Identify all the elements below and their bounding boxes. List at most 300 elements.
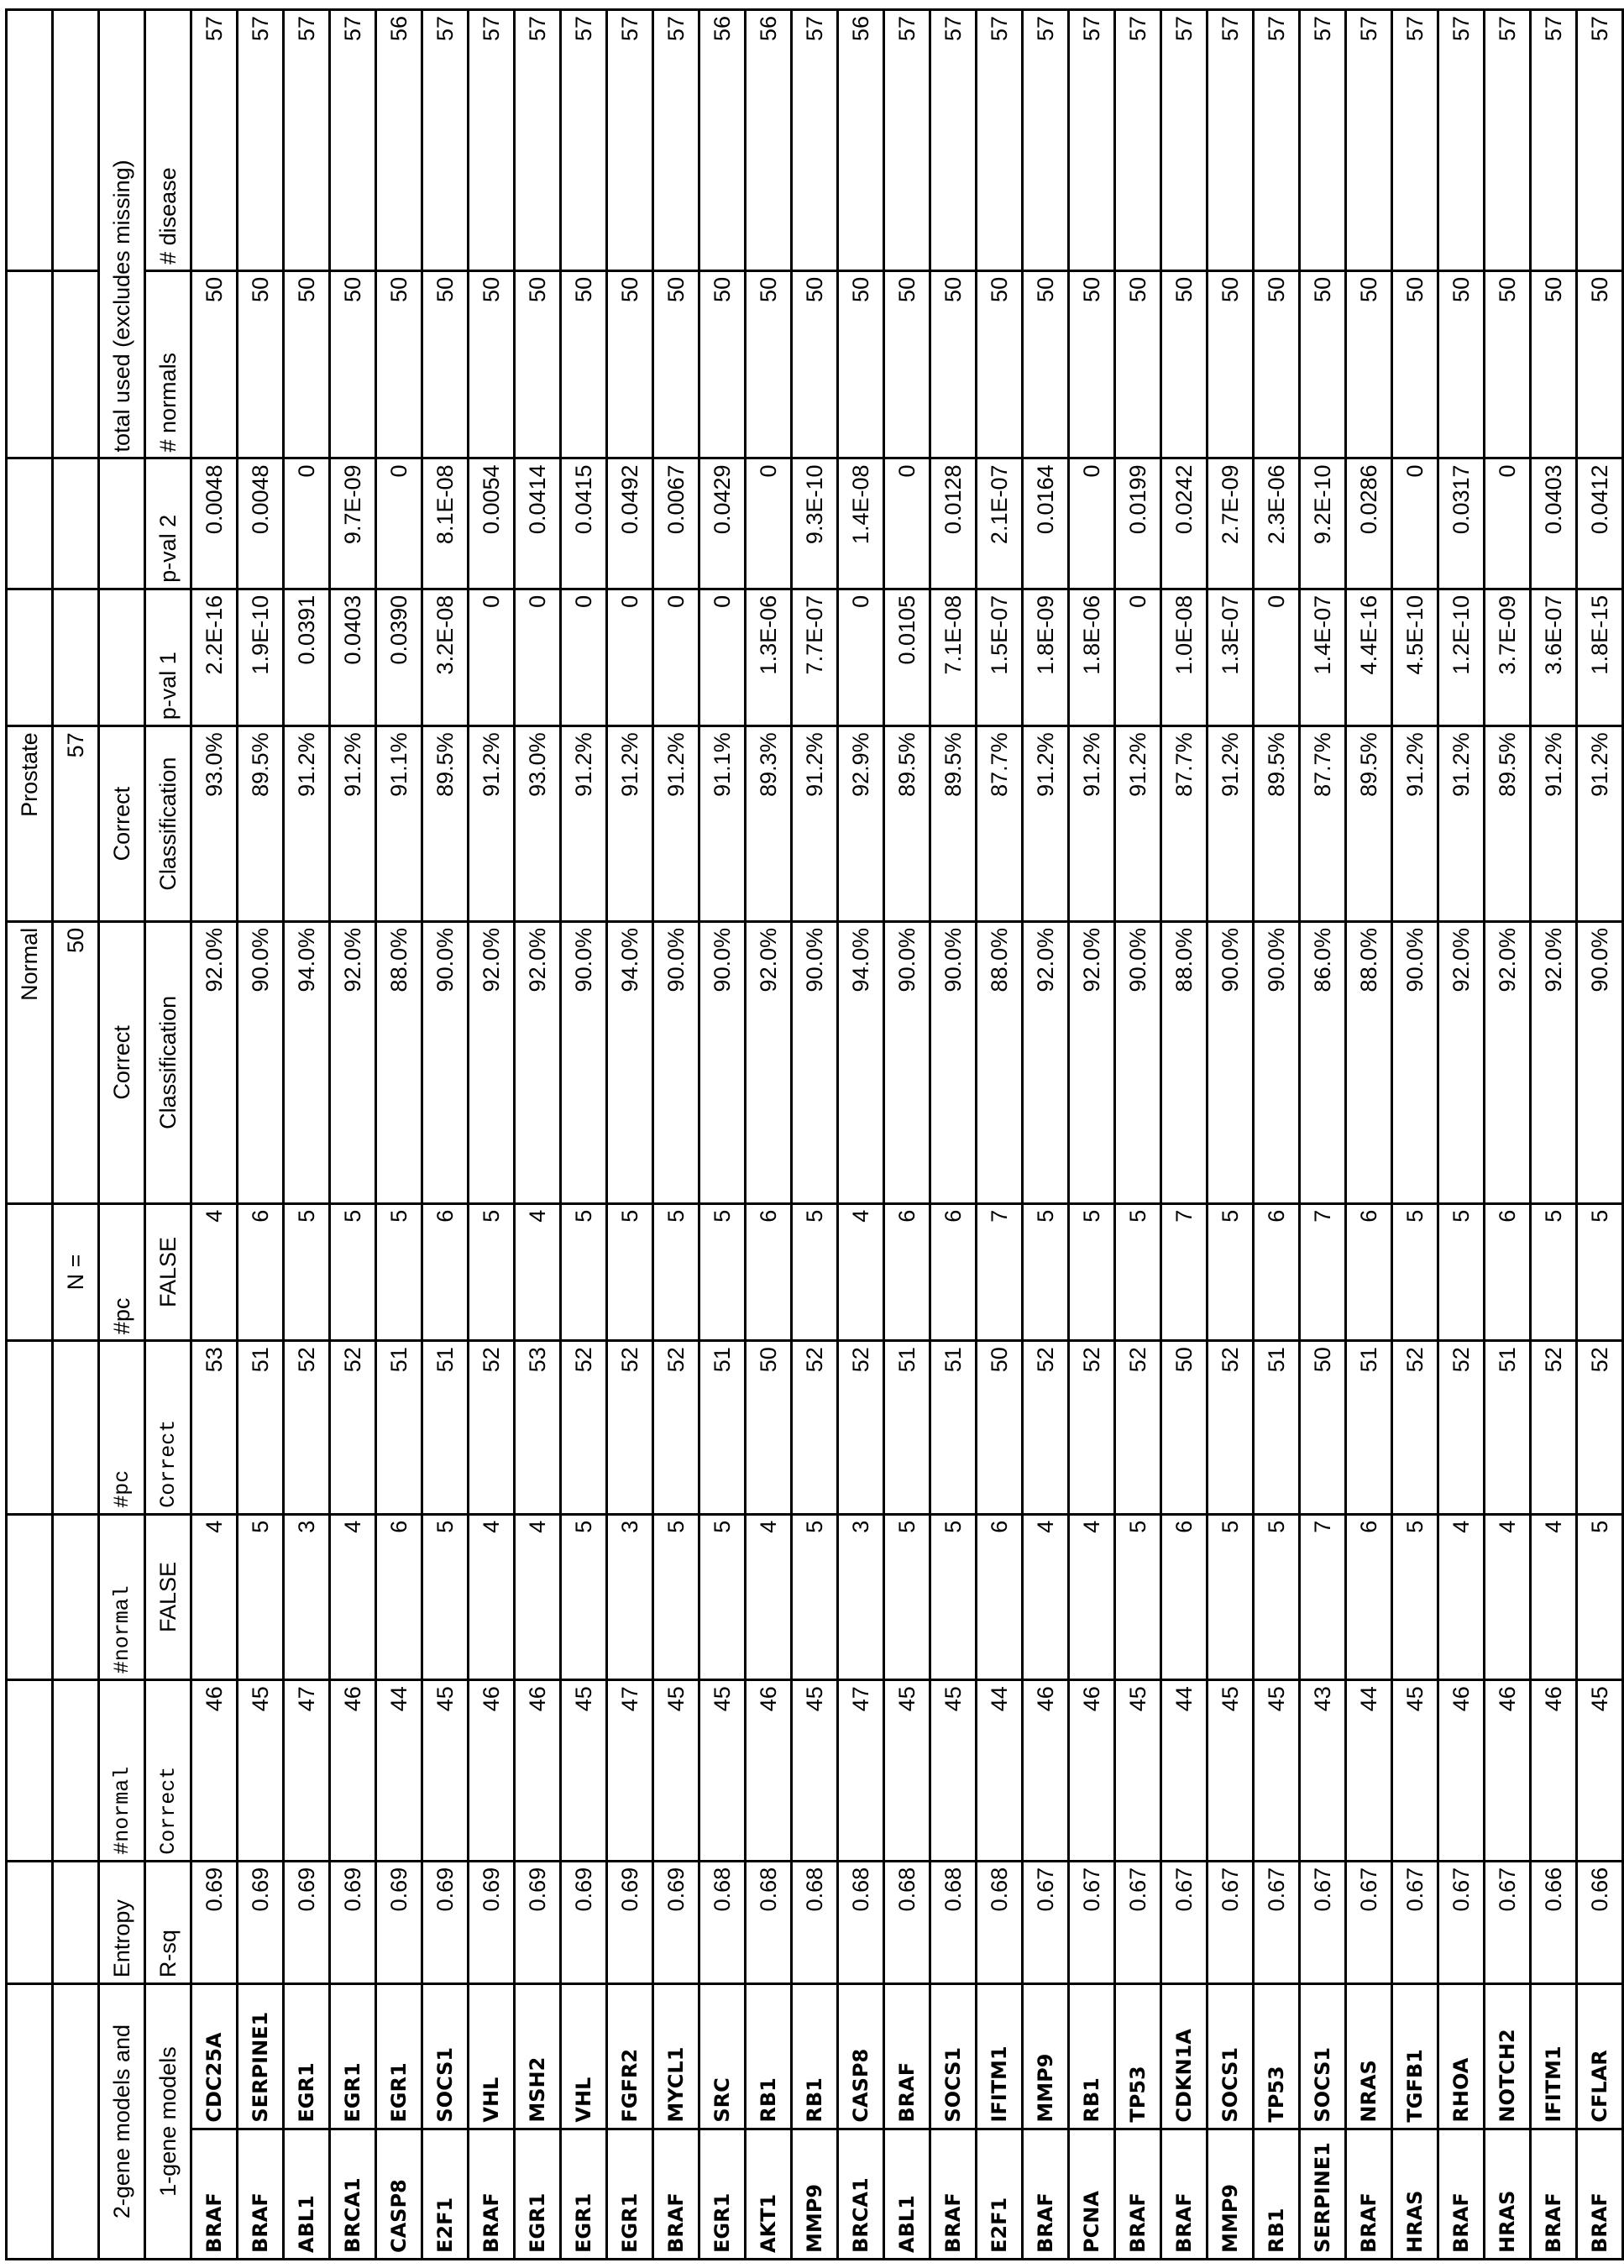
p-val-2-cell: 0.0048 bbox=[238, 458, 284, 589]
gene-2-cell: NOTCH2 bbox=[1485, 1984, 1531, 2129]
total-normals-cell: 50 bbox=[838, 270, 884, 458]
header-row-1 bbox=[7, 10, 53, 2260]
total-disease-cell: 57 bbox=[1069, 10, 1115, 271]
p-val-1-cell: 0.0390 bbox=[376, 589, 422, 725]
p-val-2-cell: 0 bbox=[1392, 458, 1438, 589]
pc-false-cell: 5 bbox=[1208, 1203, 1254, 1340]
gene-1-cell: EGR1 bbox=[515, 2129, 561, 2259]
normal-false-cell: 6 bbox=[977, 1514, 1023, 1680]
total-normals-cell: 50 bbox=[1392, 270, 1438, 458]
normal-false-cell: 5 bbox=[699, 1514, 746, 1680]
p-val-1-cell: 1.2E-10 bbox=[1438, 589, 1485, 725]
entropy-rsq-cell: 0.69 bbox=[376, 1861, 422, 1983]
normal-correct-cell: 46 bbox=[1438, 1680, 1485, 1862]
total-used-label: total used (excludes missing) bbox=[99, 10, 145, 458]
normal-correct-cell: 45 bbox=[1254, 1680, 1300, 1862]
total-disease-cell: 57 bbox=[1161, 10, 1208, 271]
gene-2-cell: SERPINE1 bbox=[238, 1984, 284, 2129]
gene-1-cell: BRCA1 bbox=[330, 2129, 376, 2259]
gene-2-cell: SOCS1 bbox=[930, 1984, 977, 2129]
entropy-rsq-cell: 0.68 bbox=[792, 1861, 838, 1983]
p-val-1-cell: 1.8E-15 bbox=[1577, 589, 1623, 725]
gene-1-cell: BRCA1 bbox=[838, 2129, 884, 2259]
p-val-2-cell: 0.0054 bbox=[469, 458, 515, 589]
normal-false-cell: 4 bbox=[515, 1514, 561, 1680]
total-normals-cell: 50 bbox=[1485, 270, 1531, 458]
total-normals-cell: 50 bbox=[1115, 270, 1161, 458]
gene-2-cell: EGR1 bbox=[330, 1984, 376, 2129]
table-row bbox=[1438, 10, 1485, 2260]
pc-false-cell: 5 bbox=[792, 1203, 838, 1340]
entropy-rsq-cell: 0.68 bbox=[699, 1861, 746, 1983]
normal-correct-cell: 45 bbox=[1115, 1680, 1161, 1862]
normal-false-cell: 4 bbox=[746, 1514, 792, 1680]
normal-correct-cell: 45 bbox=[699, 1680, 746, 1862]
entropy-rsq-cell: 0.67 bbox=[1346, 1861, 1392, 1983]
prostate-correct-classification-cell: 89.5% bbox=[1485, 726, 1531, 922]
gene-2-cell: MMP9 bbox=[1023, 1984, 1069, 2129]
total-disease-cell: 56 bbox=[699, 10, 746, 271]
p-val-2-cell: 0 bbox=[376, 458, 422, 589]
table-row bbox=[515, 10, 561, 2260]
prostate-correct-classification-cell: 91.2% bbox=[607, 726, 653, 922]
entropy-rsq-cell: 0.69 bbox=[238, 1861, 284, 1983]
p-val-2-cell: 9.3E-10 bbox=[792, 458, 838, 589]
table-row bbox=[977, 10, 1023, 2260]
total-disease-cell: 57 bbox=[469, 10, 515, 271]
entropy-rsq-cell: 0.67 bbox=[1115, 1861, 1161, 1983]
p-val-1-cell: 0 bbox=[561, 589, 607, 725]
entropy-rsq-cell: 0.68 bbox=[838, 1861, 884, 1983]
gene-2-cell: VHL bbox=[469, 1984, 515, 2129]
p-val-2-cell: 0.0492 bbox=[607, 458, 653, 589]
pc-false-cell: 6 bbox=[884, 1203, 930, 1340]
p-val-1-cell: 3.2E-08 bbox=[422, 589, 469, 725]
entropy-rsq-cell: 0.67 bbox=[1023, 1861, 1069, 1983]
table-row bbox=[1392, 10, 1438, 2260]
p-val-2-cell: 0 bbox=[284, 458, 330, 589]
normal-correct-cell: 46 bbox=[1531, 1680, 1577, 1862]
normal-correct-classification-cell: 90.0% bbox=[422, 921, 469, 1203]
prostate-label: Prostate bbox=[7, 726, 53, 922]
gene-2-cell: FGFR2 bbox=[607, 1984, 653, 2129]
normal-correct-cell: 45 bbox=[422, 1680, 469, 1862]
total-normals-cell: 50 bbox=[792, 270, 838, 458]
normal-correct-cell: 43 bbox=[1300, 1680, 1346, 1862]
normal-correct-classification-cell: 90.0% bbox=[930, 921, 977, 1203]
p-val-1-cell: 4.4E-16 bbox=[1346, 589, 1392, 725]
normal-correct-classification-cell: 90.0% bbox=[653, 921, 699, 1203]
total-normals-cell: 50 bbox=[469, 270, 515, 458]
total-disease-cell: 57 bbox=[330, 10, 376, 271]
pc-correct-label: #pc bbox=[99, 1341, 145, 1515]
gene-1-cell: MMP9 bbox=[792, 2129, 838, 2259]
gene-2-cell: CDKN1A bbox=[1161, 1984, 1208, 2129]
pc-correct-cell: 51 bbox=[1485, 1341, 1531, 1515]
total-normals-cell: 50 bbox=[1208, 270, 1254, 458]
gene-2-cell: IFITM1 bbox=[1531, 1984, 1577, 2129]
total-normals-cell: 50 bbox=[422, 270, 469, 458]
normal-correct-cell: 45 bbox=[1577, 1680, 1623, 1862]
models-label: 2-gene models and bbox=[99, 1984, 145, 2260]
total-disease-cell: 57 bbox=[1531, 10, 1577, 271]
normal-correct-classification-cell: 90.0% bbox=[1208, 921, 1254, 1203]
table-row bbox=[838, 10, 884, 2260]
normal-false-cell: 4 bbox=[1438, 1514, 1485, 1680]
gene-1-cell: BRAF bbox=[1531, 2129, 1577, 2259]
pc-correct-cell: 52 bbox=[330, 1341, 376, 1515]
prostate-correct-classification-cell: 91.2% bbox=[1023, 726, 1069, 922]
pc-false-cell: 5 bbox=[1577, 1203, 1623, 1340]
gene-1-cell: BRAF bbox=[653, 2129, 699, 2259]
normal-false-cell: 5 bbox=[1208, 1514, 1254, 1680]
prostate-correct-classification-cell: 91.2% bbox=[792, 726, 838, 922]
pc-false-cell: 6 bbox=[746, 1203, 792, 1340]
table-row bbox=[607, 10, 653, 2260]
normal-correct-cell: 46 bbox=[469, 1680, 515, 1862]
normal-false-label: #normal bbox=[99, 1514, 145, 1680]
total-normals-cell: 50 bbox=[884, 270, 930, 458]
pc-false-cell: 5 bbox=[653, 1203, 699, 1340]
gene-2-cell: CASP8 bbox=[838, 1984, 884, 2129]
total-disease-cell: 57 bbox=[1346, 10, 1392, 271]
total-normals-cell: 50 bbox=[930, 270, 977, 458]
table-row bbox=[930, 10, 977, 2260]
gene-1-cell: AKT1 bbox=[746, 2129, 792, 2259]
total-normals-cell: 50 bbox=[376, 270, 422, 458]
normal-correct-classification-cell: 94.0% bbox=[607, 921, 653, 1203]
pc-false-cell: 7 bbox=[1300, 1203, 1346, 1340]
gene-1-cell: EGR1 bbox=[607, 2129, 653, 2259]
p-val-2-cell: 0 bbox=[1069, 458, 1115, 589]
p-val-1-cell: 0.0105 bbox=[884, 589, 930, 725]
normal-false-cell: 5 bbox=[1115, 1514, 1161, 1680]
table-row bbox=[1161, 10, 1208, 2260]
pc-correct-cell: 52 bbox=[653, 1341, 699, 1515]
normal-correct-cell: 46 bbox=[1023, 1680, 1069, 1862]
gene-1-cell: E2F1 bbox=[977, 2129, 1023, 2259]
table-row bbox=[884, 10, 930, 2260]
p-val-1-cell: 1.3E-07 bbox=[1208, 589, 1254, 725]
header-row-4 bbox=[145, 10, 191, 2260]
normal-false-cell: 5 bbox=[1577, 1514, 1623, 1680]
total-normals-cell: 50 bbox=[1023, 270, 1069, 458]
p-val-2-cell: 0.0199 bbox=[1115, 458, 1161, 589]
p-val-2-cell: 0.0429 bbox=[699, 458, 746, 589]
gene-2-cell: RB1 bbox=[792, 1984, 838, 2129]
normal-correct-cell: 47 bbox=[284, 1680, 330, 1862]
p-val-2-cell: 0.0403 bbox=[1531, 458, 1577, 589]
gene-1-cell: MMP9 bbox=[1208, 2129, 1254, 2259]
table-row bbox=[330, 10, 376, 2260]
total-normals-cell: 50 bbox=[1254, 270, 1300, 458]
prostate-correct-classification-cell: 91.2% bbox=[653, 726, 699, 922]
pc-false-cell: 6 bbox=[238, 1203, 284, 1340]
normal-false-cell: 5 bbox=[561, 1514, 607, 1680]
pc-correct-cell: 52 bbox=[838, 1341, 884, 1515]
normal-correct-classification-cell: 90.0% bbox=[1115, 921, 1161, 1203]
prostate-correct-classification-cell: 91.1% bbox=[376, 726, 422, 922]
gene-2-cell: TGFB1 bbox=[1392, 1984, 1438, 2129]
p-val-2-cell: 8.1E-08 bbox=[422, 458, 469, 589]
rotated-table-page bbox=[5, 8, 1605, 2260]
gene-1-cell: EGR1 bbox=[699, 2129, 746, 2259]
p-val-2-cell: 0.0067 bbox=[653, 458, 699, 589]
gene-1-cell: CASP8 bbox=[376, 2129, 422, 2259]
p-val-1-cell: 2.2E-16 bbox=[191, 589, 238, 725]
total-normals-cell: 50 bbox=[977, 270, 1023, 458]
prostate-n: 57 bbox=[53, 726, 99, 922]
normal-correct-label: #normal bbox=[99, 1680, 145, 1862]
pc-correct-cell: 52 bbox=[1392, 1341, 1438, 1515]
pc-correct-cell: 52 bbox=[1438, 1341, 1485, 1515]
gene-1-cell: BRAF bbox=[1161, 2129, 1208, 2259]
pc-correct-cell: 50 bbox=[977, 1341, 1023, 1515]
disease-label: # disease bbox=[145, 10, 191, 271]
total-normals-cell: 50 bbox=[1346, 270, 1392, 458]
table-row bbox=[1577, 10, 1623, 2260]
normal-correct-classification-cell: 92.0% bbox=[469, 921, 515, 1203]
normal-correct-cell: 46 bbox=[515, 1680, 561, 1862]
p-val-1-cell: 7.1E-08 bbox=[930, 589, 977, 725]
p-val-1-cell: 1.0E-08 bbox=[1161, 589, 1208, 725]
header-row-3 bbox=[99, 10, 145, 2260]
pc-correct-cell: 51 bbox=[1254, 1341, 1300, 1515]
pc-correct-cell: 52 bbox=[284, 1341, 330, 1515]
gene-1-cell: HRAS bbox=[1485, 2129, 1531, 2259]
p-val-1-cell: 1.8E-09 bbox=[1023, 589, 1069, 725]
normal-correct-classification-cell: 92.0% bbox=[746, 921, 792, 1203]
p-val-1-cell: 0.0403 bbox=[330, 589, 376, 725]
pc-false-cell: 7 bbox=[977, 1203, 1023, 1340]
entropy-rsq-cell: 0.69 bbox=[191, 1861, 238, 1983]
prostate-cc-label-2: Classification bbox=[145, 726, 191, 922]
prostate-correct-classification-cell: 87.7% bbox=[977, 726, 1023, 922]
total-disease-cell: 57 bbox=[884, 10, 930, 271]
normal-false-cell: 5 bbox=[653, 1514, 699, 1680]
total-normals-cell: 50 bbox=[1161, 270, 1208, 458]
gene-2-cell: SOCS1 bbox=[1300, 1984, 1346, 2129]
p-val-2-cell: 2.1E-07 bbox=[977, 458, 1023, 589]
table-row bbox=[1346, 10, 1392, 2260]
pc-false-cell: 5 bbox=[376, 1203, 422, 1340]
entropy-rsq-cell: 0.67 bbox=[1485, 1861, 1531, 1983]
total-disease-cell: 57 bbox=[561, 10, 607, 271]
gene-1-cell: BRAF bbox=[1115, 2129, 1161, 2259]
p-val-2-cell: 0 bbox=[746, 458, 792, 589]
normal-correct-cell: 44 bbox=[376, 1680, 422, 1862]
p-val-1-cell: 0 bbox=[653, 589, 699, 725]
p-val-1-cell: 3.7E-09 bbox=[1485, 589, 1531, 725]
pc-correct-cell: 52 bbox=[469, 1341, 515, 1515]
table-row bbox=[284, 10, 330, 2260]
table-row bbox=[469, 10, 515, 2260]
total-disease-cell: 57 bbox=[1438, 10, 1485, 271]
pc-false-label: #pc bbox=[99, 1203, 145, 1340]
pc-correct-cell: 51 bbox=[884, 1341, 930, 1515]
pc-correct-cell: 52 bbox=[792, 1341, 838, 1515]
total-disease-cell: 57 bbox=[977, 10, 1023, 271]
normal-correct-classification-cell: 90.0% bbox=[1577, 921, 1623, 1203]
gene-2-cell: RB1 bbox=[1069, 1984, 1115, 2129]
gene-1-cell: BRAF bbox=[469, 2129, 515, 2259]
normal-false-cell: 3 bbox=[838, 1514, 884, 1680]
p-val-1-cell: 0.0391 bbox=[284, 589, 330, 725]
table-row bbox=[1023, 10, 1069, 2260]
normal-correct-cell: 46 bbox=[1069, 1680, 1115, 1862]
p-val-1-cell: 0 bbox=[607, 589, 653, 725]
gene-1-cell: BRAF bbox=[191, 2129, 238, 2259]
pval2-label: p-val 2 bbox=[145, 458, 191, 589]
normal-correct-cell: 45 bbox=[930, 1680, 977, 1862]
normal-correct-label-2: Correct bbox=[145, 1680, 191, 1862]
prostate-correct-classification-cell: 89.5% bbox=[1346, 726, 1392, 922]
normal-cc-label: Correct bbox=[99, 921, 145, 1203]
table-row bbox=[561, 10, 607, 2260]
table-row bbox=[238, 10, 284, 2260]
p-val-2-cell: 2.3E-06 bbox=[1254, 458, 1300, 589]
normal-false-cell: 5 bbox=[884, 1514, 930, 1680]
total-disease-cell: 57 bbox=[515, 10, 561, 271]
entropy-rsq-cell: 0.68 bbox=[884, 1861, 930, 1983]
normal-false-cell: 5 bbox=[1254, 1514, 1300, 1680]
total-disease-cell: 57 bbox=[191, 10, 238, 271]
normal-false-cell: 5 bbox=[930, 1514, 977, 1680]
pc-correct-cell: 51 bbox=[376, 1341, 422, 1515]
pc-false-cell: 5 bbox=[1023, 1203, 1069, 1340]
entropy-rsq-cell: 0.67 bbox=[1208, 1861, 1254, 1983]
pc-false-cell: 4 bbox=[191, 1203, 238, 1340]
normal-false-cell: 6 bbox=[1346, 1514, 1392, 1680]
total-disease-cell: 57 bbox=[1300, 10, 1346, 271]
gene-1-cell: SERPINE1 bbox=[1300, 2129, 1346, 2259]
total-disease-cell: 57 bbox=[1392, 10, 1438, 271]
gene-1-cell: BRAF bbox=[238, 2129, 284, 2259]
total-normals-cell: 50 bbox=[191, 270, 238, 458]
entropy-rsq-cell: 0.68 bbox=[977, 1861, 1023, 1983]
total-disease-cell: 57 bbox=[284, 10, 330, 271]
pc-false-cell: 5 bbox=[284, 1203, 330, 1340]
pc-correct-cell: 50 bbox=[1161, 1341, 1208, 1515]
pc-false-cell: 7 bbox=[1161, 1203, 1208, 1340]
pc-false-cell: 5 bbox=[699, 1203, 746, 1340]
prostate-correct-classification-cell: 93.0% bbox=[515, 726, 561, 922]
normal-correct-cell: 44 bbox=[1346, 1680, 1392, 1862]
p-val-2-cell: 0 bbox=[1485, 458, 1531, 589]
p-val-2-cell: 9.2E-10 bbox=[1300, 458, 1346, 589]
p-val-2-cell: 0.0128 bbox=[930, 458, 977, 589]
gene-2-cell: CFLAR bbox=[1577, 1984, 1623, 2129]
gene-2-cell: SOCS1 bbox=[422, 1984, 469, 2129]
normals-label: # normals bbox=[145, 270, 191, 458]
normal-label: Normal bbox=[7, 921, 53, 1203]
models-label-2: 1-gene models bbox=[145, 1984, 191, 2260]
gene-1-cell: BRAF bbox=[1346, 2129, 1392, 2259]
prostate-correct-classification-cell: 91.2% bbox=[284, 726, 330, 922]
pc-correct-cell: 51 bbox=[699, 1341, 746, 1515]
normal-correct-cell: 44 bbox=[1161, 1680, 1208, 1862]
p-val-2-cell: 0.0286 bbox=[1346, 458, 1392, 589]
table-row bbox=[699, 10, 746, 2260]
normal-correct-classification-cell: 92.0% bbox=[1438, 921, 1485, 1203]
prostate-correct-classification-cell: 91.1% bbox=[699, 726, 746, 922]
total-disease-cell: 57 bbox=[1254, 10, 1300, 271]
gene-2-cell: RHOA bbox=[1438, 1984, 1485, 2129]
normal-correct-classification-cell: 90.0% bbox=[884, 921, 930, 1203]
pc-correct-cell: 53 bbox=[191, 1341, 238, 1515]
pc-false-cell: 5 bbox=[607, 1203, 653, 1340]
pc-false-cell: 5 bbox=[469, 1203, 515, 1340]
total-disease-cell: 56 bbox=[838, 10, 884, 271]
prostate-correct-classification-cell: 89.5% bbox=[930, 726, 977, 922]
gene-2-cell: VHL bbox=[561, 1984, 607, 2129]
total-normals-cell: 50 bbox=[699, 270, 746, 458]
normal-correct-cell: 45 bbox=[238, 1680, 284, 1862]
pc-false-cell: 6 bbox=[1254, 1203, 1300, 1340]
p-val-1-cell: 1.5E-07 bbox=[977, 589, 1023, 725]
p-val-2-cell: 0.0242 bbox=[1161, 458, 1208, 589]
normal-false-cell: 5 bbox=[238, 1514, 284, 1680]
prostate-correct-classification-cell: 91.2% bbox=[330, 726, 376, 922]
table-row bbox=[1531, 10, 1577, 2260]
prostate-correct-classification-cell: 87.7% bbox=[1161, 726, 1208, 922]
normal-correct-cell: 44 bbox=[977, 1680, 1023, 1862]
pval1-label: p-val 1 bbox=[145, 589, 191, 725]
normal-correct-classification-cell: 92.0% bbox=[1531, 921, 1577, 1203]
total-normals-cell: 50 bbox=[1300, 270, 1346, 458]
normal-correct-classification-cell: 90.0% bbox=[1392, 921, 1438, 1203]
gene-2-cell: TP53 bbox=[1254, 1984, 1300, 2129]
normal-false-cell: 6 bbox=[376, 1514, 422, 1680]
p-val-1-cell: 0 bbox=[699, 589, 746, 725]
total-normals-cell: 50 bbox=[284, 270, 330, 458]
entropy-rsq-cell: 0.69 bbox=[607, 1861, 653, 1983]
gene-1-cell: HRAS bbox=[1392, 2129, 1438, 2259]
entropy-rsq-cell: 0.67 bbox=[1438, 1861, 1485, 1983]
gene-2-cell: CDC25A bbox=[191, 1984, 238, 2129]
total-disease-cell: 57 bbox=[1485, 10, 1531, 271]
entropy-rsq-cell: 0.69 bbox=[469, 1861, 515, 1983]
normal-correct-classification-cell: 92.0% bbox=[330, 921, 376, 1203]
p-val-1-cell: 1.3E-06 bbox=[746, 589, 792, 725]
pc-false-cell: 5 bbox=[561, 1203, 607, 1340]
total-disease-cell: 57 bbox=[1023, 10, 1069, 271]
normal-correct-classification-cell: 88.0% bbox=[977, 921, 1023, 1203]
normal-correct-cell: 45 bbox=[1392, 1680, 1438, 1862]
normal-correct-classification-cell: 90.0% bbox=[792, 921, 838, 1203]
p-val-2-cell: 2.7E-09 bbox=[1208, 458, 1254, 589]
total-disease-cell: 57 bbox=[607, 10, 653, 271]
p-val-1-cell: 3.6E-07 bbox=[1531, 589, 1577, 725]
table-body bbox=[191, 10, 1623, 2260]
table-row bbox=[653, 10, 699, 2260]
entropy-rsq-cell: 0.66 bbox=[1577, 1861, 1623, 1983]
pc-correct-cell: 52 bbox=[1023, 1341, 1069, 1515]
gene-1-cell: BRAF bbox=[930, 2129, 977, 2259]
normal-correct-cell: 47 bbox=[607, 1680, 653, 1862]
normal-correct-cell: 46 bbox=[191, 1680, 238, 1862]
p-val-1-cell: 1.8E-06 bbox=[1069, 589, 1115, 725]
prostate-correct-classification-cell: 89.5% bbox=[884, 726, 930, 922]
gene-2-cell: MSH2 bbox=[515, 1984, 561, 2129]
normal-correct-classification-cell: 94.0% bbox=[838, 921, 884, 1203]
p-val-2-cell: 1.4E-08 bbox=[838, 458, 884, 589]
gene-2-cell: IFITM1 bbox=[977, 1984, 1023, 2129]
gene-2-cell: SRC bbox=[699, 1984, 746, 2129]
entropy-rsq-cell: 0.67 bbox=[1254, 1861, 1300, 1983]
normal-correct-cell: 46 bbox=[330, 1680, 376, 1862]
total-normals-cell: 50 bbox=[330, 270, 376, 458]
